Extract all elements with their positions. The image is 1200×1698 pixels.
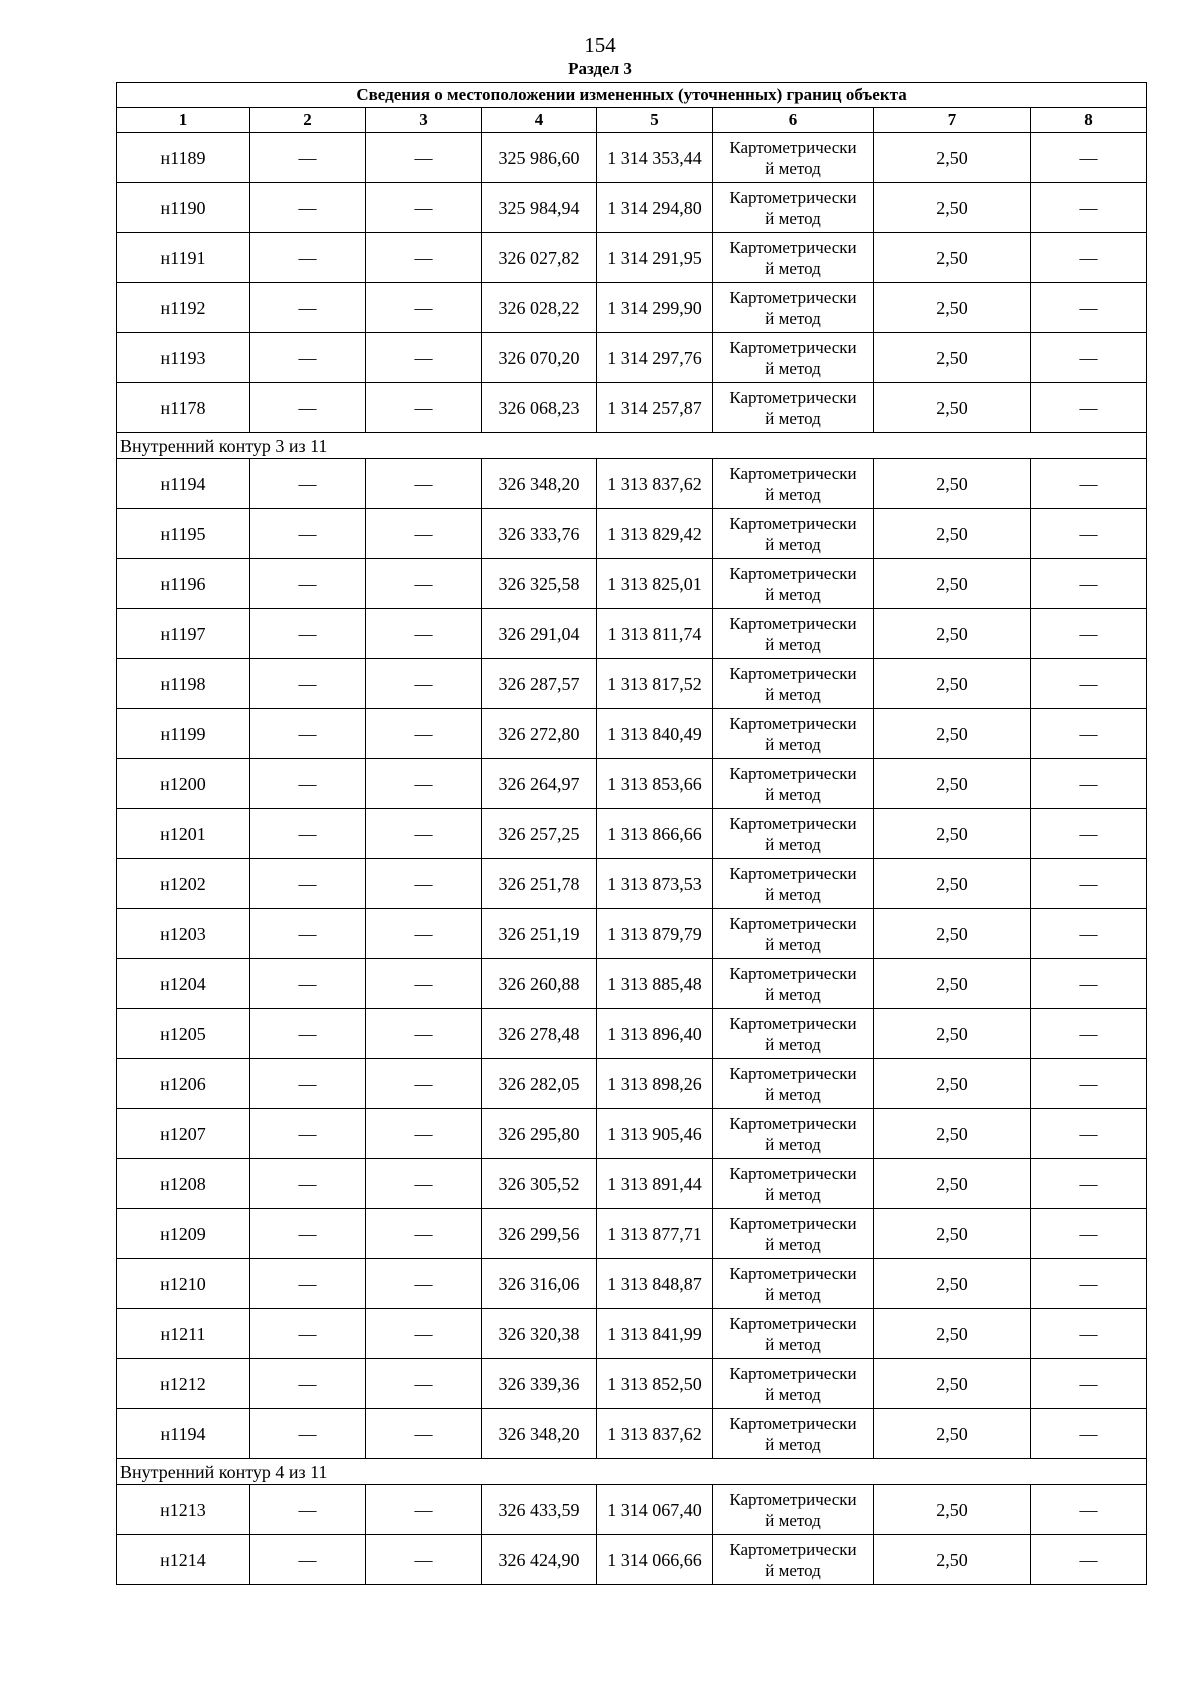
y-coordinate-cell: 1 313 817,52 bbox=[597, 659, 713, 709]
y-coordinate-cell: 1 314 297,76 bbox=[597, 333, 713, 383]
col3-value-cell: — bbox=[366, 383, 482, 433]
col8-value-cell: — bbox=[1031, 1059, 1147, 1109]
col3-value-cell: — bbox=[366, 559, 482, 609]
x-coordinate-cell: 326 295,80 bbox=[482, 1109, 597, 1159]
contour-label: Внутренний контур 3 из 11 bbox=[117, 433, 1147, 459]
column-number: 2 bbox=[250, 108, 366, 133]
col3-value-cell: — bbox=[366, 759, 482, 809]
col3-value-cell: — bbox=[366, 459, 482, 509]
table-row bbox=[117, 909, 1147, 959]
point-name-cell: н1178 bbox=[117, 383, 250, 433]
col2-value-cell: — bbox=[250, 1109, 366, 1159]
point-name-cell: н1212 bbox=[117, 1359, 250, 1409]
point-name-cell: н1208 bbox=[117, 1159, 250, 1209]
accuracy-cell: 2,50 bbox=[874, 183, 1031, 233]
col2-value-cell: — bbox=[250, 559, 366, 609]
accuracy-cell: 2,50 bbox=[874, 1409, 1031, 1459]
accuracy-cell: 2,50 bbox=[874, 233, 1031, 283]
x-coordinate-cell: 326 068,23 bbox=[482, 383, 597, 433]
x-coordinate-cell: 326 264,97 bbox=[482, 759, 597, 809]
col2-value-cell: — bbox=[250, 459, 366, 509]
x-coordinate-cell: 326 348,20 bbox=[482, 1409, 597, 1459]
col2-value-cell: — bbox=[250, 183, 366, 233]
accuracy-cell: 2,50 bbox=[874, 1359, 1031, 1409]
method-cell: Картометрически й метод bbox=[713, 459, 874, 509]
y-coordinate-cell: 1 313 837,62 bbox=[597, 1409, 713, 1459]
x-coordinate-cell: 325 984,94 bbox=[482, 183, 597, 233]
table-row bbox=[117, 959, 1147, 1009]
table-row bbox=[117, 183, 1147, 233]
point-name-cell: н1204 bbox=[117, 959, 250, 1009]
method-cell: Картометрически й метод bbox=[713, 1109, 874, 1159]
col8-value-cell: — bbox=[1031, 509, 1147, 559]
col8-value-cell: — bbox=[1031, 1209, 1147, 1259]
col3-value-cell: — bbox=[366, 1535, 482, 1585]
point-name-cell: н1201 bbox=[117, 809, 250, 859]
accuracy-cell: 2,50 bbox=[874, 459, 1031, 509]
method-cell: Картометрически й метод bbox=[713, 1485, 874, 1535]
table-row bbox=[117, 1009, 1147, 1059]
accuracy-cell: 2,50 bbox=[874, 1259, 1031, 1309]
table-row bbox=[117, 859, 1147, 909]
method-cell: Картометрически й метод bbox=[713, 1009, 874, 1059]
x-coordinate-cell: 326 251,78 bbox=[482, 859, 597, 909]
col3-value-cell: — bbox=[366, 709, 482, 759]
method-cell: Картометрически й метод bbox=[713, 1409, 874, 1459]
method-cell: Картометрически й метод bbox=[713, 1359, 874, 1409]
method-cell: Картометрически й метод bbox=[713, 233, 874, 283]
point-name-cell: н1205 bbox=[117, 1009, 250, 1059]
col2-value-cell: — bbox=[250, 759, 366, 809]
accuracy-cell: 2,50 bbox=[874, 1309, 1031, 1359]
col3-value-cell: — bbox=[366, 1409, 482, 1459]
point-name-cell: н1203 bbox=[117, 909, 250, 959]
contour-header-row bbox=[117, 1459, 1147, 1485]
accuracy-cell: 2,50 bbox=[874, 283, 1031, 333]
x-coordinate-cell: 326 325,58 bbox=[482, 559, 597, 609]
col3-value-cell: — bbox=[366, 609, 482, 659]
table-row bbox=[117, 383, 1147, 433]
col3-value-cell: — bbox=[366, 959, 482, 1009]
method-cell: Картометрически й метод bbox=[713, 283, 874, 333]
accuracy-cell: 2,50 bbox=[874, 133, 1031, 183]
accuracy-cell: 2,50 bbox=[874, 609, 1031, 659]
column-number-row bbox=[117, 108, 1147, 133]
table-row bbox=[117, 459, 1147, 509]
method-cell: Картометрически й метод bbox=[713, 859, 874, 909]
col3-value-cell: — bbox=[366, 859, 482, 909]
accuracy-cell: 2,50 bbox=[874, 1009, 1031, 1059]
col2-value-cell: — bbox=[250, 859, 366, 909]
point-name-cell: н1209 bbox=[117, 1209, 250, 1259]
accuracy-cell: 2,50 bbox=[874, 1159, 1031, 1209]
accuracy-cell: 2,50 bbox=[874, 1109, 1031, 1159]
y-coordinate-cell: 1 313 853,66 bbox=[597, 759, 713, 809]
column-number: 5 bbox=[597, 108, 713, 133]
col8-value-cell: — bbox=[1031, 809, 1147, 859]
method-cell: Картометрически й метод bbox=[713, 1259, 874, 1309]
col8-value-cell: — bbox=[1031, 1159, 1147, 1209]
y-coordinate-cell: 1 313 873,53 bbox=[597, 859, 713, 909]
y-coordinate-cell: 1 313 891,44 bbox=[597, 1159, 713, 1209]
x-coordinate-cell: 326 320,38 bbox=[482, 1309, 597, 1359]
point-name-cell: н1210 bbox=[117, 1259, 250, 1309]
column-number: 4 bbox=[482, 108, 597, 133]
accuracy-cell: 2,50 bbox=[874, 1209, 1031, 1259]
table-row bbox=[117, 233, 1147, 283]
y-coordinate-cell: 1 313 896,40 bbox=[597, 1009, 713, 1059]
y-coordinate-cell: 1 313 905,46 bbox=[597, 1109, 713, 1159]
table-row bbox=[117, 1359, 1147, 1409]
table-caption: Сведения о местоположении измененных (уточненных) границ объекта bbox=[117, 83, 1147, 108]
accuracy-cell: 2,50 bbox=[874, 509, 1031, 559]
method-cell: Картометрически й метод bbox=[713, 609, 874, 659]
method-cell: Картометрически й метод bbox=[713, 659, 874, 709]
method-cell: Картометрически й метод bbox=[713, 383, 874, 433]
accuracy-cell: 2,50 bbox=[874, 1059, 1031, 1109]
col2-value-cell: — bbox=[250, 609, 366, 659]
x-coordinate-cell: 326 316,06 bbox=[482, 1259, 597, 1309]
y-coordinate-cell: 1 313 837,62 bbox=[597, 459, 713, 509]
y-coordinate-cell: 1 314 294,80 bbox=[597, 183, 713, 233]
y-coordinate-cell: 1 313 848,87 bbox=[597, 1259, 713, 1309]
accuracy-cell: 2,50 bbox=[874, 709, 1031, 759]
col8-value-cell: — bbox=[1031, 459, 1147, 509]
table-row bbox=[117, 1309, 1147, 1359]
y-coordinate-cell: 1 313 825,01 bbox=[597, 559, 713, 609]
table-caption-row bbox=[117, 83, 1147, 108]
col2-value-cell: — bbox=[250, 1359, 366, 1409]
accuracy-cell: 2,50 bbox=[874, 659, 1031, 709]
col3-value-cell: — bbox=[366, 183, 482, 233]
col3-value-cell: — bbox=[366, 509, 482, 559]
col2-value-cell: — bbox=[250, 1535, 366, 1585]
table-row bbox=[117, 1535, 1147, 1585]
method-cell: Картометрически й метод bbox=[713, 1159, 874, 1209]
section-title: Раздел 3 bbox=[568, 59, 632, 78]
col8-value-cell: — bbox=[1031, 1009, 1147, 1059]
column-number: 6 bbox=[713, 108, 874, 133]
x-coordinate-cell: 326 027,82 bbox=[482, 233, 597, 283]
x-coordinate-cell: 326 251,19 bbox=[482, 909, 597, 959]
x-coordinate-cell: 326 028,22 bbox=[482, 283, 597, 333]
col8-value-cell: — bbox=[1031, 759, 1147, 809]
table-row bbox=[117, 283, 1147, 333]
table-row bbox=[117, 559, 1147, 609]
point-name-cell: н1211 bbox=[117, 1309, 250, 1359]
col2-value-cell: — bbox=[250, 333, 366, 383]
point-name-cell: н1195 bbox=[117, 509, 250, 559]
accuracy-cell: 2,50 bbox=[874, 333, 1031, 383]
col2-value-cell: — bbox=[250, 1309, 366, 1359]
x-coordinate-cell: 326 257,25 bbox=[482, 809, 597, 859]
y-coordinate-cell: 1 313 811,74 bbox=[597, 609, 713, 659]
column-number: 8 bbox=[1031, 108, 1147, 133]
x-coordinate-cell: 326 291,04 bbox=[482, 609, 597, 659]
col3-value-cell: — bbox=[366, 1359, 482, 1409]
y-coordinate-cell: 1 313 841,99 bbox=[597, 1309, 713, 1359]
col8-value-cell: — bbox=[1031, 283, 1147, 333]
x-coordinate-cell: 326 339,36 bbox=[482, 1359, 597, 1409]
y-coordinate-cell: 1 313 840,49 bbox=[597, 709, 713, 759]
point-name-cell: н1189 bbox=[117, 133, 250, 183]
y-coordinate-cell: 1 314 066,66 bbox=[597, 1535, 713, 1585]
accuracy-cell: 2,50 bbox=[874, 959, 1031, 1009]
point-name-cell: н1193 bbox=[117, 333, 250, 383]
y-coordinate-cell: 1 314 291,95 bbox=[597, 233, 713, 283]
table-row bbox=[117, 333, 1147, 383]
col2-value-cell: — bbox=[250, 233, 366, 283]
col8-value-cell: — bbox=[1031, 233, 1147, 283]
col3-value-cell: — bbox=[366, 1059, 482, 1109]
col8-value-cell: — bbox=[1031, 959, 1147, 1009]
col2-value-cell: — bbox=[250, 1209, 366, 1259]
method-cell: Картометрически й метод bbox=[713, 183, 874, 233]
y-coordinate-cell: 1 313 885,48 bbox=[597, 959, 713, 1009]
col8-value-cell: — bbox=[1031, 609, 1147, 659]
y-coordinate-cell: 1 314 257,87 bbox=[597, 383, 713, 433]
table-row bbox=[117, 759, 1147, 809]
col3-value-cell: — bbox=[366, 283, 482, 333]
col8-value-cell: — bbox=[1031, 1259, 1147, 1309]
y-coordinate-cell: 1 313 879,79 bbox=[597, 909, 713, 959]
y-coordinate-cell: 1 314 353,44 bbox=[597, 133, 713, 183]
x-coordinate-cell: 326 278,48 bbox=[482, 1009, 597, 1059]
col3-value-cell: — bbox=[366, 133, 482, 183]
x-coordinate-cell: 326 348,20 bbox=[482, 459, 597, 509]
col8-value-cell: — bbox=[1031, 559, 1147, 609]
col2-value-cell: — bbox=[250, 283, 366, 333]
accuracy-cell: 2,50 bbox=[874, 759, 1031, 809]
x-coordinate-cell: 326 333,76 bbox=[482, 509, 597, 559]
y-coordinate-cell: 1 313 866,66 bbox=[597, 809, 713, 859]
point-name-cell: н1198 bbox=[117, 659, 250, 709]
col8-value-cell: — bbox=[1031, 1409, 1147, 1459]
col3-value-cell: — bbox=[366, 1309, 482, 1359]
col3-value-cell: — bbox=[366, 1259, 482, 1309]
page-number: 154 bbox=[584, 33, 616, 57]
table-row bbox=[117, 709, 1147, 759]
y-coordinate-cell: 1 313 898,26 bbox=[597, 1059, 713, 1109]
contour-header-row bbox=[117, 433, 1147, 459]
accuracy-cell: 2,50 bbox=[874, 383, 1031, 433]
col2-value-cell: — bbox=[250, 383, 366, 433]
col2-value-cell: — bbox=[250, 1059, 366, 1109]
table-row bbox=[117, 509, 1147, 559]
accuracy-cell: 2,50 bbox=[874, 909, 1031, 959]
point-name-cell: н1199 bbox=[117, 709, 250, 759]
col8-value-cell: — bbox=[1031, 183, 1147, 233]
table-row bbox=[117, 1109, 1147, 1159]
col8-value-cell: — bbox=[1031, 909, 1147, 959]
col3-value-cell: — bbox=[366, 1485, 482, 1535]
point-name-cell: н1202 bbox=[117, 859, 250, 909]
col3-value-cell: — bbox=[366, 659, 482, 709]
table-row bbox=[117, 659, 1147, 709]
col8-value-cell: — bbox=[1031, 1485, 1147, 1535]
method-cell: Картометрически й метод bbox=[713, 509, 874, 559]
x-coordinate-cell: 326 287,57 bbox=[482, 659, 597, 709]
x-coordinate-cell: 326 305,52 bbox=[482, 1159, 597, 1209]
col3-value-cell: — bbox=[366, 1009, 482, 1059]
x-coordinate-cell: 326 260,88 bbox=[482, 959, 597, 1009]
col8-value-cell: — bbox=[1031, 1535, 1147, 1585]
method-cell: Картометрически й метод bbox=[713, 709, 874, 759]
col2-value-cell: — bbox=[250, 1009, 366, 1059]
col3-value-cell: — bbox=[366, 1159, 482, 1209]
method-cell: Картометрически й метод bbox=[713, 1535, 874, 1585]
col8-value-cell: — bbox=[1031, 1309, 1147, 1359]
y-coordinate-cell: 1 314 299,90 bbox=[597, 283, 713, 333]
col3-value-cell: — bbox=[366, 909, 482, 959]
method-cell: Картометрически й метод bbox=[713, 133, 874, 183]
column-number: 1 bbox=[117, 108, 250, 133]
table-row bbox=[117, 809, 1147, 859]
col2-value-cell: — bbox=[250, 809, 366, 859]
y-coordinate-cell: 1 314 067,40 bbox=[597, 1485, 713, 1535]
boundary-coordinates-table bbox=[116, 82, 1147, 1585]
table-row bbox=[117, 1059, 1147, 1109]
method-cell: Картометрически й метод bbox=[713, 1059, 874, 1109]
point-name-cell: н1196 bbox=[117, 559, 250, 609]
col3-value-cell: — bbox=[366, 1109, 482, 1159]
y-coordinate-cell: 1 313 877,71 bbox=[597, 1209, 713, 1259]
col8-value-cell: — bbox=[1031, 859, 1147, 909]
col8-value-cell: — bbox=[1031, 1359, 1147, 1409]
method-cell: Картометрически й метод bbox=[713, 559, 874, 609]
col2-value-cell: — bbox=[250, 1259, 366, 1309]
method-cell: Картометрически й метод bbox=[713, 959, 874, 1009]
accuracy-cell: 2,50 bbox=[874, 1535, 1031, 1585]
point-name-cell: н1191 bbox=[117, 233, 250, 283]
accuracy-cell: 2,50 bbox=[874, 559, 1031, 609]
point-name-cell: н1207 bbox=[117, 1109, 250, 1159]
contour-label: Внутренний контур 4 из 11 bbox=[117, 1459, 1147, 1485]
table-row bbox=[117, 133, 1147, 183]
column-number: 7 bbox=[874, 108, 1031, 133]
point-name-cell: н1214 bbox=[117, 1535, 250, 1585]
table-row bbox=[117, 1409, 1147, 1459]
x-coordinate-cell: 326 299,56 bbox=[482, 1209, 597, 1259]
point-name-cell: н1200 bbox=[117, 759, 250, 809]
table-row bbox=[117, 1259, 1147, 1309]
col3-value-cell: — bbox=[366, 809, 482, 859]
table-row bbox=[117, 1209, 1147, 1259]
method-cell: Картометрически й метод bbox=[713, 759, 874, 809]
point-name-cell: н1213 bbox=[117, 1485, 250, 1535]
col8-value-cell: — bbox=[1031, 333, 1147, 383]
point-name-cell: н1197 bbox=[117, 609, 250, 659]
point-name-cell: н1190 bbox=[117, 183, 250, 233]
col2-value-cell: — bbox=[250, 659, 366, 709]
table-row bbox=[117, 1485, 1147, 1535]
col2-value-cell: — bbox=[250, 909, 366, 959]
col8-value-cell: — bbox=[1031, 709, 1147, 759]
accuracy-cell: 2,50 bbox=[874, 809, 1031, 859]
accuracy-cell: 2,50 bbox=[874, 1485, 1031, 1535]
table-row bbox=[117, 609, 1147, 659]
col2-value-cell: — bbox=[250, 1409, 366, 1459]
method-cell: Картометрически й метод bbox=[713, 1309, 874, 1359]
col8-value-cell: — bbox=[1031, 659, 1147, 709]
x-coordinate-cell: 326 282,05 bbox=[482, 1059, 597, 1109]
x-coordinate-cell: 326 424,90 bbox=[482, 1535, 597, 1585]
col3-value-cell: — bbox=[366, 233, 482, 283]
point-name-cell: н1206 bbox=[117, 1059, 250, 1109]
col2-value-cell: — bbox=[250, 509, 366, 559]
method-cell: Картометрически й метод bbox=[713, 333, 874, 383]
x-coordinate-cell: 326 433,59 bbox=[482, 1485, 597, 1535]
col8-value-cell: — bbox=[1031, 1109, 1147, 1159]
col2-value-cell: — bbox=[250, 709, 366, 759]
table-body bbox=[117, 133, 1147, 1585]
x-coordinate-cell: 326 272,80 bbox=[482, 709, 597, 759]
accuracy-cell: 2,50 bbox=[874, 859, 1031, 909]
col8-value-cell: — bbox=[1031, 133, 1147, 183]
col3-value-cell: — bbox=[366, 333, 482, 383]
col8-value-cell: — bbox=[1031, 383, 1147, 433]
point-name-cell: н1194 bbox=[117, 459, 250, 509]
table-row bbox=[117, 1159, 1147, 1209]
col2-value-cell: — bbox=[250, 133, 366, 183]
x-coordinate-cell: 325 986,60 bbox=[482, 133, 597, 183]
y-coordinate-cell: 1 313 852,50 bbox=[597, 1359, 713, 1409]
method-cell: Картометрически й метод bbox=[713, 809, 874, 859]
col2-value-cell: — bbox=[250, 1159, 366, 1209]
col3-value-cell: — bbox=[366, 1209, 482, 1259]
method-cell: Картометрически й метод bbox=[713, 1209, 874, 1259]
col2-value-cell: — bbox=[250, 1485, 366, 1535]
method-cell: Картометрически й метод bbox=[713, 909, 874, 959]
column-number: 3 bbox=[366, 108, 482, 133]
x-coordinate-cell: 326 070,20 bbox=[482, 333, 597, 383]
point-name-cell: н1194 bbox=[117, 1409, 250, 1459]
y-coordinate-cell: 1 313 829,42 bbox=[597, 509, 713, 559]
point-name-cell: н1192 bbox=[117, 283, 250, 333]
col2-value-cell: — bbox=[250, 959, 366, 1009]
